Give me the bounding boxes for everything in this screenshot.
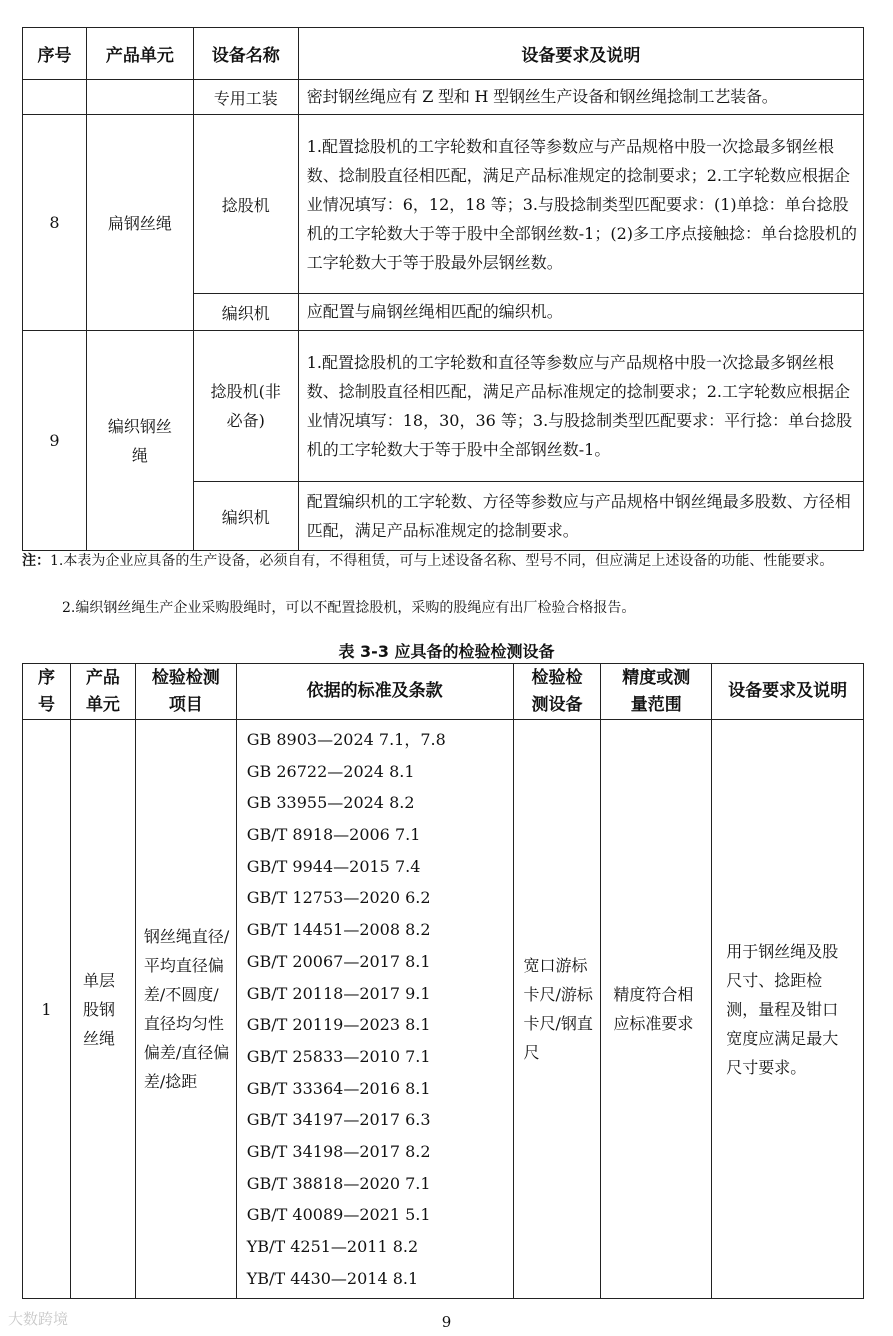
list-item: GB/T 34198—2017 8.2 <box>246 1141 431 1161</box>
list-item: GB/T 34197—2017 6.3 <box>246 1110 431 1130</box>
device-name: 专用工装 <box>193 80 298 115</box>
note-label: 注： <box>22 553 50 569</box>
note-2 <box>62 598 635 618</box>
list-item: GB/T 14451—2008 8.2 <box>246 920 431 940</box>
row-no: 8 <box>23 115 87 331</box>
note-2-text: 2.编织钢丝绳生产企业采购股绳时，可以不配置捻股机，采购的股绳应有出厂检验合格报告。 <box>62 600 636 616</box>
device-req: 密封钢丝绳应有 Z 型和 H 型钢丝生产设备和钢丝绳捻制工艺装备。 <box>298 80 863 115</box>
table-row <box>23 720 864 1299</box>
list-item: GB 26722—2024 8.1 <box>246 761 415 781</box>
list-item: GB/T 33364—2016 8.1 <box>246 1078 431 1098</box>
t1-header-req: 设备要求及说明 <box>298 28 863 80</box>
production-equipment-table <box>22 27 864 551</box>
t1-header-device: 设备名称 <box>193 28 298 80</box>
device-name: 编织机 <box>193 294 298 331</box>
note-1 <box>22 551 864 571</box>
device-req: 1.配置捻股机的工字轮数和直径等参数应与产品规格中股一次捻最多钢丝根数、捻制股直径相匹配，满足产品标准规定的捻制要求；2.工字轮数应根据企业情况填写：6，12，18 等；3.与股捻制类型匹配要求：(1)单捻：单台捻股机的工字轮数大于等于股中全部钢丝数-1；(2)多工序点接触捻：单台捻股机的工字轮数大于等于股最外层钢丝数。 <box>298 115 863 294</box>
row-no: 9 <box>23 331 87 551</box>
device-name: 编织机 <box>193 482 298 551</box>
device-name: 捻股机 <box>193 115 298 294</box>
table-row <box>23 331 864 482</box>
table-caption: 表 3-3 应具备的检验检测设备 <box>338 642 555 661</box>
product-unit: 扁钢丝绳 <box>86 115 193 331</box>
t2-header-precision: 精度或测量范围 <box>601 664 712 720</box>
table-row <box>23 80 864 115</box>
product-unit: 单层股钢丝绳 <box>70 720 135 1299</box>
row-no: 1 <box>23 720 71 1299</box>
product-unit: 编织钢丝绳 <box>86 331 193 551</box>
list-item: GB/T 40089—2021 5.1 <box>246 1205 431 1225</box>
list-item: GB/T 20118—2017 9.1 <box>246 983 431 1003</box>
table2-header-row <box>23 664 864 720</box>
list-item: GB/T 8918—2006 7.1 <box>246 825 421 845</box>
list-item: YB/T 4251—2011 8.2 <box>246 1237 419 1256</box>
device-req: 配置编织机的工字轮数、方径等参数应与产品规格中钢丝绳最多股数、方径相匹配，满足产品标准规定的捻制要求。 <box>298 482 863 551</box>
watermark: 大数跨境 <box>8 1310 69 1328</box>
t2-header-no: 序号 <box>23 664 71 720</box>
list-item: GB/T 25833—2010 7.1 <box>246 1046 431 1066</box>
inspection-device: 宽口游标卡尺/游标卡尺/钢直尺 <box>513 720 601 1299</box>
t2-header-device: 检验检测设备 <box>513 664 601 720</box>
table1-header-row <box>23 28 864 80</box>
device-req: 应配置与扁钢丝绳相匹配的编织机。 <box>298 294 863 331</box>
t1-header-no: 序号 <box>23 28 87 80</box>
inspection-item: 钢丝绳直径/平均直径偏差/不圆度/直径均匀性偏差/直径偏差/捻距 <box>135 720 236 1299</box>
page-number: 9 <box>441 1313 452 1331</box>
t2-header-standards: 依据的标准及条款 <box>236 664 513 720</box>
list-item: GB/T 38818—2020 7.1 <box>246 1173 431 1193</box>
list-item: GB/T 12753—2020 6.2 <box>246 888 431 908</box>
precision: 精度符合相应标准要求 <box>601 720 712 1299</box>
list-item: GB/T 20067—2017 8.1 <box>246 951 431 971</box>
equipment-req: 用于钢丝绳及股尺寸、捻距检测，量程及钳口宽度应满足最大尺寸要求。 <box>712 720 864 1299</box>
list-item: GB/T 20119—2023 8.1 <box>246 1015 431 1035</box>
note-1-text: 1.本表为企业应具备的生产设备，必须自有，不得租赁，可与上述设备名称、型号不同，但应满足上述设备的功能、性能要求。 <box>50 553 834 569</box>
list-item: YB/T 4430—2014 8.1 <box>246 1268 419 1288</box>
list-item: GB 33955—2024 8.2 <box>246 793 415 813</box>
standards-list <box>236 720 513 1299</box>
t2-header-unit: 产品单元 <box>70 664 135 720</box>
inspection-equipment-table <box>22 663 864 1299</box>
device-req: 1.配置捻股机的工字轮数和直径等参数应与产品规格中股一次捻最多钢丝根数、捻制股直径相匹配，满足产品标准规定的捻制要求；2.工字轮数应根据企业情况填写：18，30，36 等；3.与股捻制类型匹配要求：平行捻：单台捻股机的工字轮数大于等于股中全部钢丝数-1。 <box>298 331 863 482</box>
table-row <box>23 115 864 294</box>
list-item: GB/T 9944—2015 7.4 <box>246 856 421 876</box>
list-item: GB 8903—2024 7.1，7.8 <box>246 730 446 749</box>
t2-header-req: 设备要求及说明 <box>712 664 864 720</box>
device-name: 捻股机(非必备) <box>193 331 298 482</box>
t2-header-item: 检验检测项目 <box>135 664 236 720</box>
t1-header-unit: 产品单元 <box>86 28 193 80</box>
